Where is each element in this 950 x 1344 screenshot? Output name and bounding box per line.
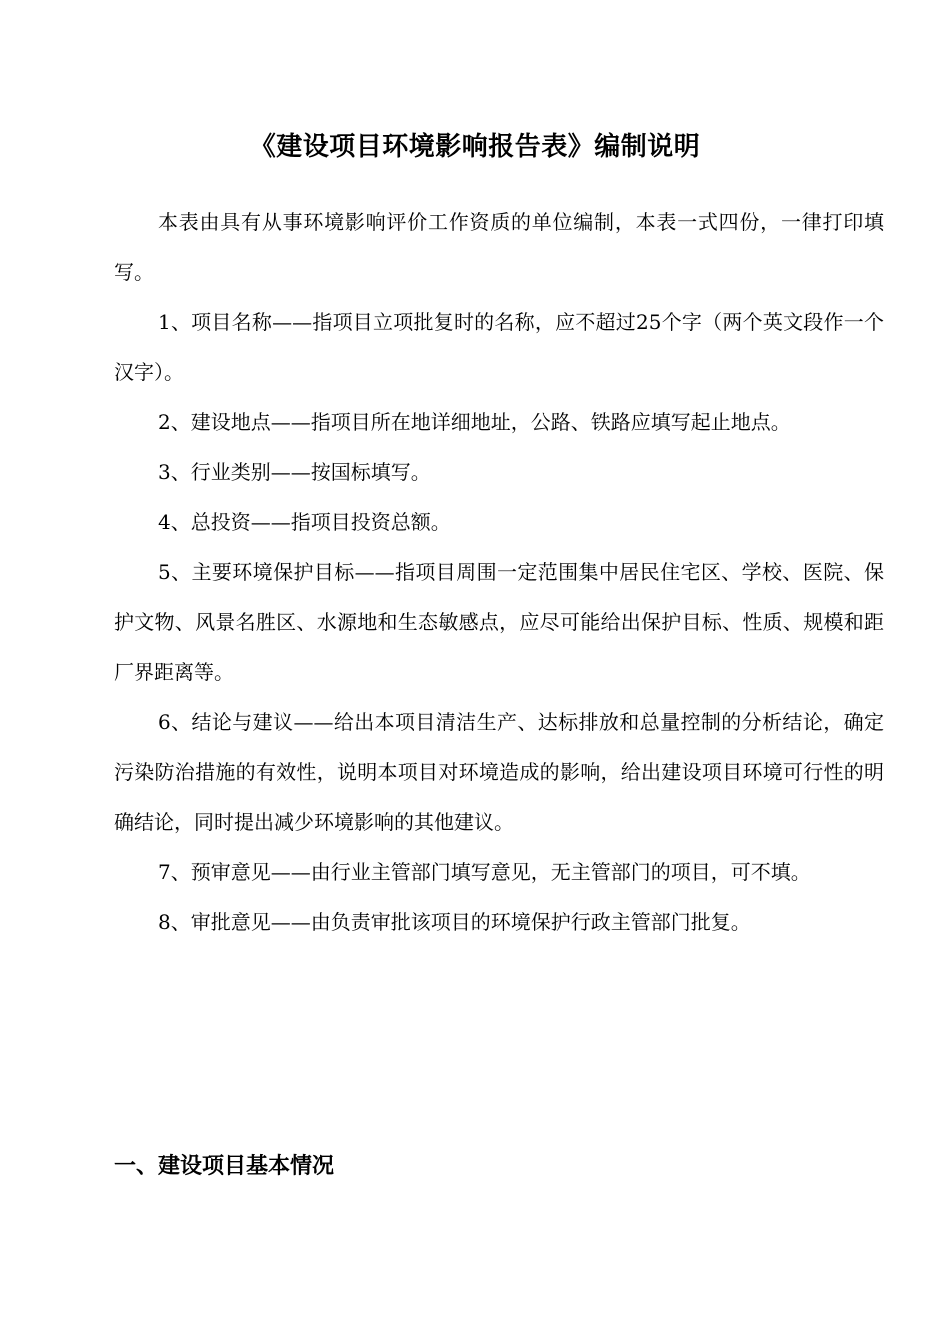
- item-construction-site: 2、建设地点——指项目所在地详细地址，公路、铁路应填写起止地点。: [158, 410, 791, 434]
- item-protection-targets: 5、主要环境保护目标——指项目周围一定范围集中居民住宅区、学校、医院、保护文物、风景名胜区、水源地和生态敏感点，应尽可能给出保护目标、性质、规模和距厂界距离等。: [114, 560, 884, 684]
- item-project-name: 1、项目名称——指项目立项批复时的名称，应不超过25个字（两个英文段作一个汉字）。: [114, 310, 884, 384]
- intro-paragraph: 本表由具有从事环境影响评价工作资质的单位编制，本表一式四份，一律打印填写。: [114, 210, 884, 284]
- item-approval: 8、审批意见——由负责审批该项目的环境保护行政主管部门批复。: [158, 910, 751, 934]
- item-conclusions: 6、结论与建议——给出本项目清洁生产、达标排放和总量控制的分析结论，确定污染防治措施的有效性，说明本项目对环境造成的影响，给出建设项目环境可行性的明确结论，同时提出减少环境影响的其他建议。: [114, 710, 884, 834]
- item-total-investment: 4、总投资——指项目投资总额。: [158, 510, 451, 534]
- document-title: 《建设项目环境影响报告表》编制说明: [249, 132, 701, 162]
- instructions-body: [114, 197, 884, 947]
- section-heading: 一、建设项目基本情况: [114, 1153, 335, 1179]
- item-industry-category: 3、行业类别——按国标填写。: [158, 460, 431, 484]
- item-pre-review: 7、预审意见——由行业主管部门填写意见，无主管部门的项目，可不填。: [158, 860, 811, 884]
